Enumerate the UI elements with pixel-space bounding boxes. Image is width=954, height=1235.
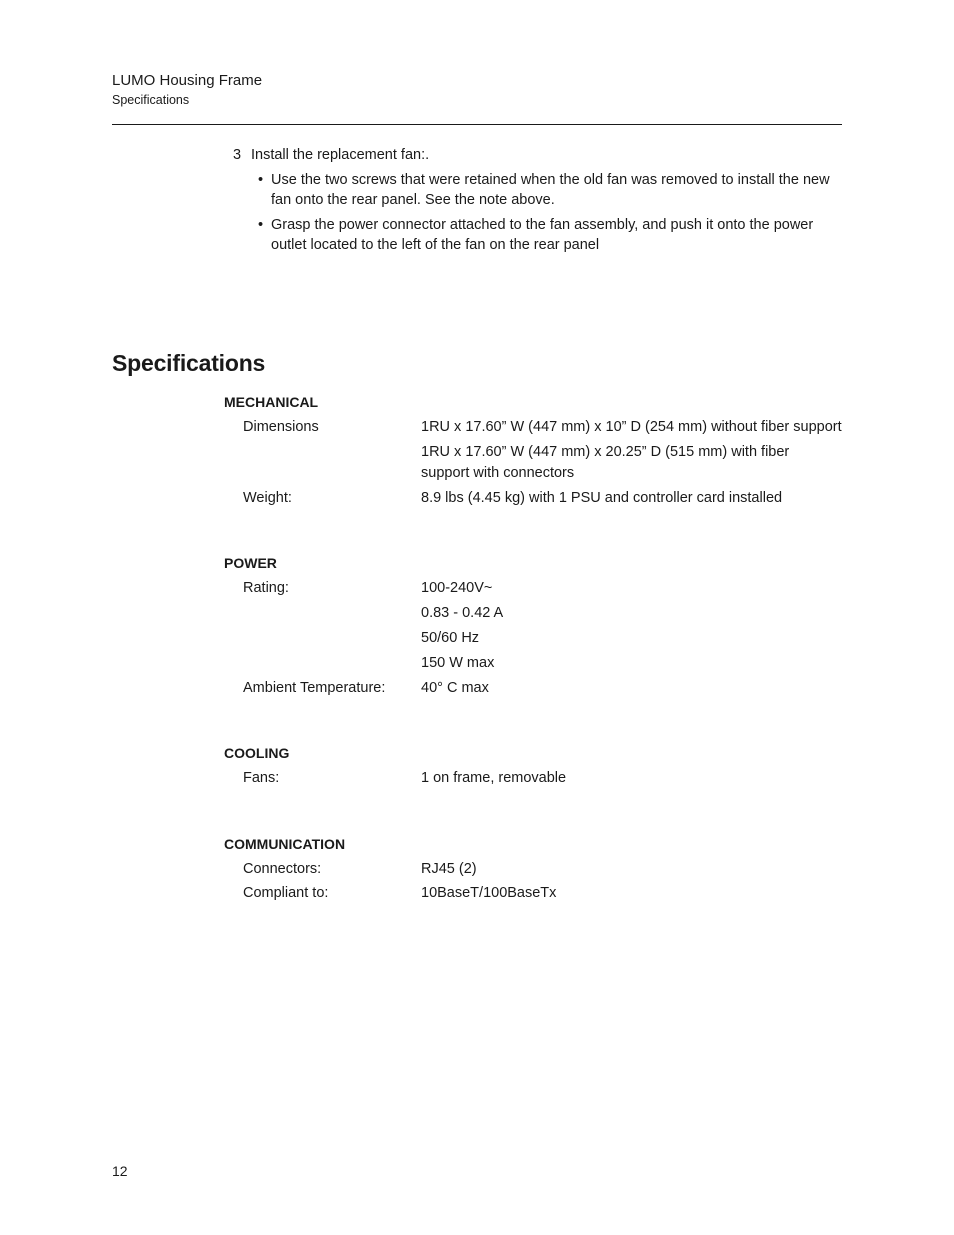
running-header-title: LUMO Housing Frame (112, 72, 263, 89)
section-heading-cooling: COOLING (224, 745, 290, 761)
list-item: • Use the two screws that were retained when the old fan was removed to install the new fan onto the rear panel. See the note above. (258, 172, 830, 208)
spec-value-weight: 8.9 lbs (4.45 kg) with 1 PSU and controller card installed (421, 490, 783, 506)
list-item: • Grasp the power connector attached to the fan assembly, and push it onto the power outlet located to the left of the fan on the rear panel (258, 217, 814, 253)
step-number: 3 (233, 147, 242, 163)
spec-value-rating-current: 0.83 - 0.42 A (421, 605, 504, 621)
section-heading-communication: COMMUNICATION (224, 836, 346, 852)
step-bullet-list (258, 170, 842, 260)
spec-label-weight: Weight: (243, 490, 292, 506)
spec-label-ambient-temperature: Ambient Temperature: (243, 680, 386, 696)
bullet-icon: • (258, 217, 264, 233)
step-text: Install the replacement fan:. (251, 147, 430, 163)
spec-value-compliant: 10BaseT/100BaseTx (421, 885, 557, 901)
spec-label-connectors: Connectors: (243, 861, 322, 877)
spec-label-rating: Rating: (243, 580, 289, 596)
spec-value-dimensions-2: 1RU x 17.60” W (447 mm) x 20.25” D (515 mm) with fiber support with connectors (421, 444, 790, 481)
spec-value-ambient-temperature: 40° C max (421, 680, 489, 696)
section-heading-mechanical: MECHANICAL (224, 394, 319, 410)
spec-value-rating-voltage: 100-240V~ (421, 580, 493, 596)
header-divider (112, 124, 842, 125)
running-header-section: Specifications (112, 93, 190, 107)
bullet-icon: • (258, 172, 264, 188)
spec-value-fans: 1 on frame, removable (421, 770, 567, 786)
spec-value-rating-frequency: 50/60 Hz (421, 630, 480, 646)
step-3 (233, 145, 429, 165)
page-title: Specifications (112, 350, 266, 376)
section-heading-power: POWER (224, 555, 277, 571)
page-number: 12 (112, 1163, 128, 1179)
spec-value-connectors: RJ45 (2) (421, 861, 477, 877)
spec-label-dimensions: Dimensions (243, 419, 319, 435)
spec-label-compliant: Compliant to: (243, 885, 329, 901)
spec-value-rating-wattage: 150 W max (421, 655, 495, 671)
spec-value-dimensions-1: 1RU x 17.60” W (447 mm) x 10” D (254 mm) without fiber support (421, 419, 842, 435)
spec-label-fans: Fans: (243, 770, 280, 786)
